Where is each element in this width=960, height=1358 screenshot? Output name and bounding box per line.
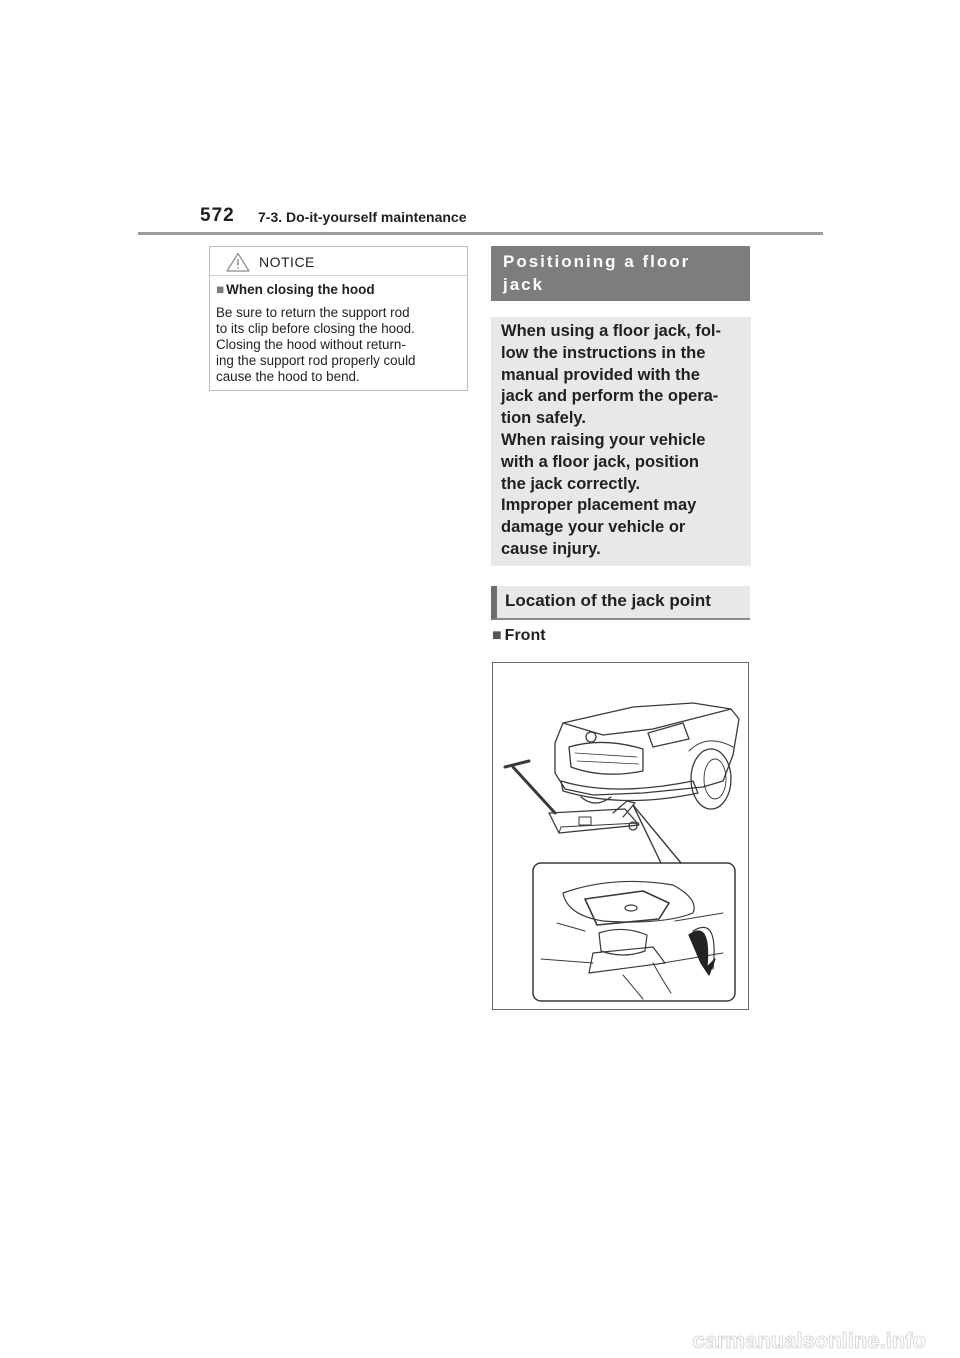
- jack-handle: [513, 767, 555, 813]
- info-line: the jack correctly.: [501, 474, 641, 493]
- notice-subheading-text: When closing the hood: [226, 282, 375, 297]
- info-line: manual provided with the: [501, 365, 700, 384]
- info-line: cause injury.: [501, 539, 601, 558]
- front-jack-point-illustration: [492, 662, 749, 1010]
- notice-body-line: to its clip before closing the hood.: [216, 321, 415, 336]
- car-and-floor-jack-drawing: [493, 663, 748, 1009]
- detail-jack-saddle: [541, 881, 723, 999]
- warning-triangle-icon: [226, 252, 250, 272]
- notice-body-line: Closing the hood without return-: [216, 337, 406, 352]
- front-label-text: Front: [504, 627, 546, 644]
- car-grille: [569, 742, 643, 774]
- notice-subheading: [216, 282, 375, 297]
- notice-header: [210, 247, 467, 276]
- notice-box: [209, 246, 468, 391]
- car-headlight: [648, 723, 689, 747]
- info-line: When raising your vehicle: [501, 430, 706, 449]
- info-line: When using a floor jack, fol-: [501, 322, 722, 340]
- positioning-heading-line: Positioning a floor: [503, 252, 691, 271]
- detail-inset: [533, 863, 735, 1001]
- positioning-heading-line: jack: [503, 275, 545, 294]
- info-line: tion safely.: [501, 409, 586, 428]
- page-number: 572: [200, 205, 235, 226]
- info-line: with a floor jack, position: [501, 452, 700, 471]
- header-divider: [138, 232, 823, 235]
- info-line: Improper placement may: [501, 496, 697, 515]
- watermark-text: carmanualsonline.info: [692, 1328, 926, 1353]
- jack-point-heading: Location of the jack point: [491, 586, 750, 620]
- info-line: jack and perform the opera-: [501, 387, 719, 406]
- info-line: damage your vehicle or: [501, 518, 686, 537]
- notice-label: NOTICE: [259, 254, 315, 270]
- front-label: [492, 627, 546, 645]
- car-emblem: [586, 732, 596, 742]
- jack-body: [549, 809, 639, 833]
- notice-body-line: ing the support rod properly could: [216, 353, 416, 368]
- callout-lines: [633, 805, 681, 863]
- square-bullet-icon: ■: [216, 282, 225, 297]
- notice-body: [216, 305, 466, 385]
- section-title: 7-3. Do-it-yourself maintenance: [258, 209, 467, 225]
- positioning-heading: [491, 246, 750, 301]
- car-hood: [563, 709, 731, 735]
- floor-jack-info-box: [491, 317, 751, 566]
- detail-arrow: [689, 931, 715, 975]
- car-wheel: [691, 749, 731, 809]
- jack-release: [579, 817, 591, 825]
- notice-body-line: Be sure to return the support rod: [216, 305, 410, 320]
- square-bullet-icon: ■: [492, 627, 502, 644]
- info-line: low the instructions in the: [501, 343, 706, 362]
- notice-body-line: cause the hood to bend.: [216, 369, 360, 384]
